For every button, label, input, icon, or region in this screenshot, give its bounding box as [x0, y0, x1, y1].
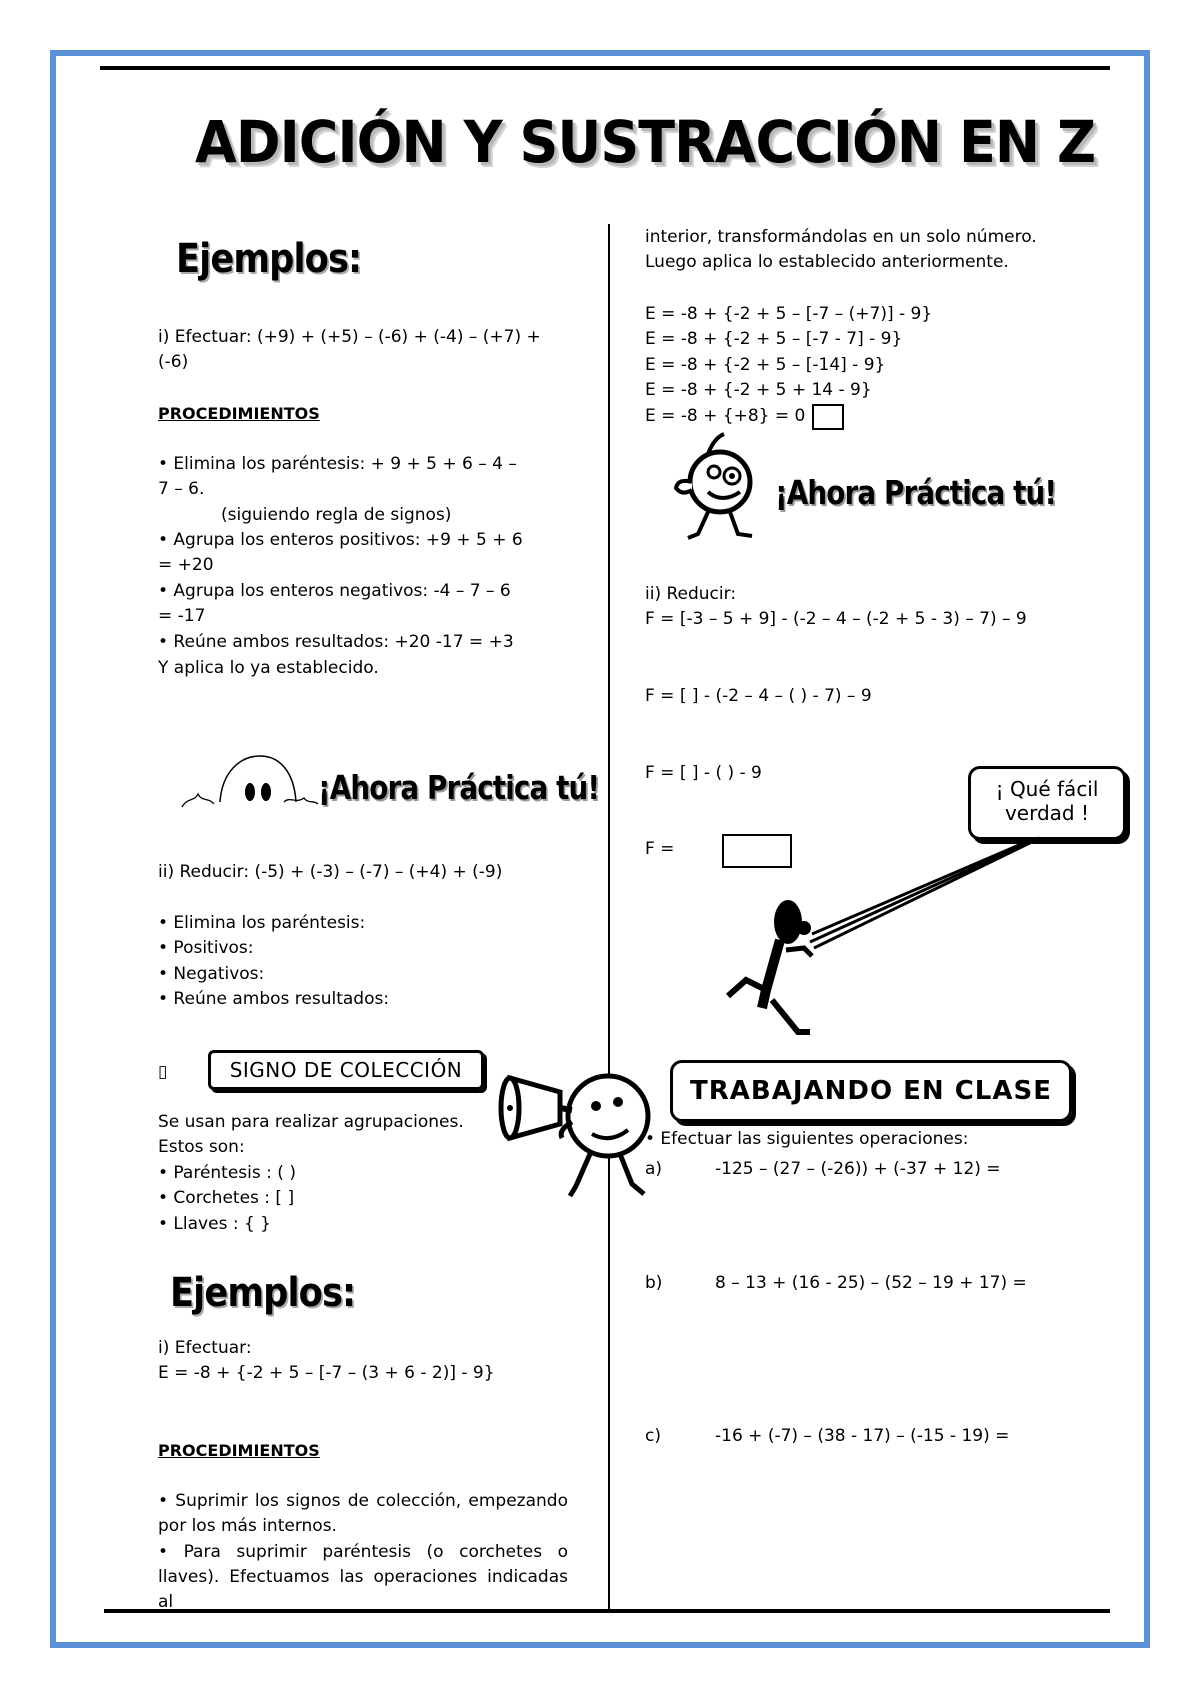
procedure-step: • Agrupa los enteros positivos: +9 + 5 + 6	[158, 530, 523, 550]
procedure-paragraph: • Suprimir los signos de colección, empezando por los más internos.	[158, 1491, 568, 1536]
result-box	[812, 404, 844, 430]
step-item: • Negativos:	[158, 964, 265, 984]
equation-line: E = -8 + {-2 + 5 – [-7 - 7] - 9}	[645, 329, 903, 349]
continued-text: interior, transformándolas en un solo número.	[645, 227, 1037, 247]
exercise-label: b)	[645, 1273, 663, 1293]
megaphone-character-icon	[500, 1048, 663, 1208]
example1-line1: i) Efectuar: (+9) + (+5) – (-6) + (-4) – (+7) +	[158, 327, 541, 347]
example3-line1: i) Efectuar:	[158, 1338, 252, 1358]
continued-text: Luego aplica lo establecido anteriormente.	[645, 252, 1009, 272]
sign-item: • Paréntesis : ( )	[158, 1163, 296, 1183]
running-character-icon	[700, 800, 1140, 1040]
cartoon-peeking-icon	[180, 752, 320, 812]
procedures-heading: PROCEDIMIENTOS	[158, 404, 320, 423]
sign-item: • Corchetes : [ ]	[158, 1188, 295, 1208]
top-rule	[100, 66, 1110, 70]
working-in-class-box: TRABAJANDO EN CLASE	[670, 1060, 1072, 1122]
collection-description: Estos son:	[158, 1137, 245, 1157]
equation-line: E = -8 + {-2 + 5 – [-7 – (+7)] - 9}	[645, 304, 933, 324]
speech-line: ¡ Qué fácil	[995, 777, 1099, 801]
practice-banner: ¡Ahora Práctica tú!	[775, 473, 1057, 512]
column-divider	[608, 224, 610, 1609]
speech-line: verdad !	[1004, 801, 1090, 825]
equation-line: E = -8 + {-2 + 5 + 14 - 9}	[645, 380, 872, 400]
collection-description: Se usan para realizar agrupaciones.	[158, 1112, 464, 1132]
examples-heading: Ejemplos:	[176, 236, 362, 282]
page-title: ADICIÓN Y SUSTRACCIÓN EN Z	[195, 108, 1096, 176]
example1-line2: (-6)	[158, 352, 189, 372]
equation-line: E = -8 + {-2 + 5 – [-14] - 9}	[645, 355, 886, 375]
section-bullet: ▯	[158, 1062, 168, 1082]
procedure-step: (siguiendo regla de signos)	[221, 505, 452, 525]
example4-line2: F = [-3 – 5 + 9] - (-2 – 4 – (-2 + 5 - 3) – 7) – 9	[645, 609, 1027, 629]
fill-in-line: F = [ ] - (-2 – 4 – ( ) - 7) – 9	[645, 686, 872, 706]
procedures-heading: PROCEDIMIENTOS	[158, 1441, 320, 1460]
exercise-label: c)	[645, 1426, 661, 1446]
procedure-step: = +20	[158, 555, 214, 575]
procedure-paragraph: • Para suprimir paréntesis (o corchetes o llaves). Efectuamos las operaciones indicadas al	[158, 1542, 568, 1612]
example4-line1: ii) Reducir:	[645, 584, 737, 604]
example3-line2: E = -8 + {-2 + 5 – [-7 – (3 + 6 - 2)] - 9}	[158, 1363, 495, 1383]
procedure-step: • Elimina los paréntesis: + 9 + 5 + 6 – 4 –	[158, 454, 517, 474]
step-item: • Reúne ambos resultados:	[158, 989, 390, 1009]
fill-in-line: F =	[645, 839, 675, 859]
exercise-expression: -125 – (27 – (-26)) + (-37 + 12) =	[715, 1159, 1001, 1179]
example2-text: ii) Reducir: (-5) + (-3) – (-7) – (+4) + (-9)	[158, 862, 503, 882]
exercise-expression: -16 + (-7) – (38 - 17) – (-15 - 19) =	[715, 1426, 1010, 1446]
exercise-intro: • Efectuar las siguientes operaciones:	[645, 1129, 969, 1149]
practice-banner: ¡Ahora Práctica tú!	[318, 768, 600, 807]
step-item: • Positivos:	[158, 938, 254, 958]
fill-in-line: F = [ ] - ( ) - 9	[645, 763, 762, 783]
procedure-step: 7 – 6.	[158, 479, 205, 499]
procedure-step: • Reúne ambos resultados: +20 -17 = +3	[158, 632, 514, 652]
exercise-expression: 8 – 13 + (16 - 25) – (52 – 19 + 17) =	[715, 1273, 1027, 1293]
sign-item: • Llaves : { }	[158, 1214, 271, 1234]
character-thinking-icon	[668, 430, 778, 548]
procedure-step: • Agrupa los enteros negativos: -4 – 7 – 6	[158, 581, 511, 601]
step-item: • Elimina los paréntesis:	[158, 913, 366, 933]
procedure-step: = -17	[158, 606, 206, 626]
procedure-step: Y aplica lo ya establecido.	[158, 658, 379, 678]
equation-line: E = -8 + {+8} = 0	[645, 406, 806, 426]
collection-sign-box: SIGNO DE COLECCIÓN	[208, 1050, 484, 1090]
exercise-label: a)	[645, 1159, 663, 1179]
examples-heading: Ejemplos:	[170, 1270, 356, 1316]
